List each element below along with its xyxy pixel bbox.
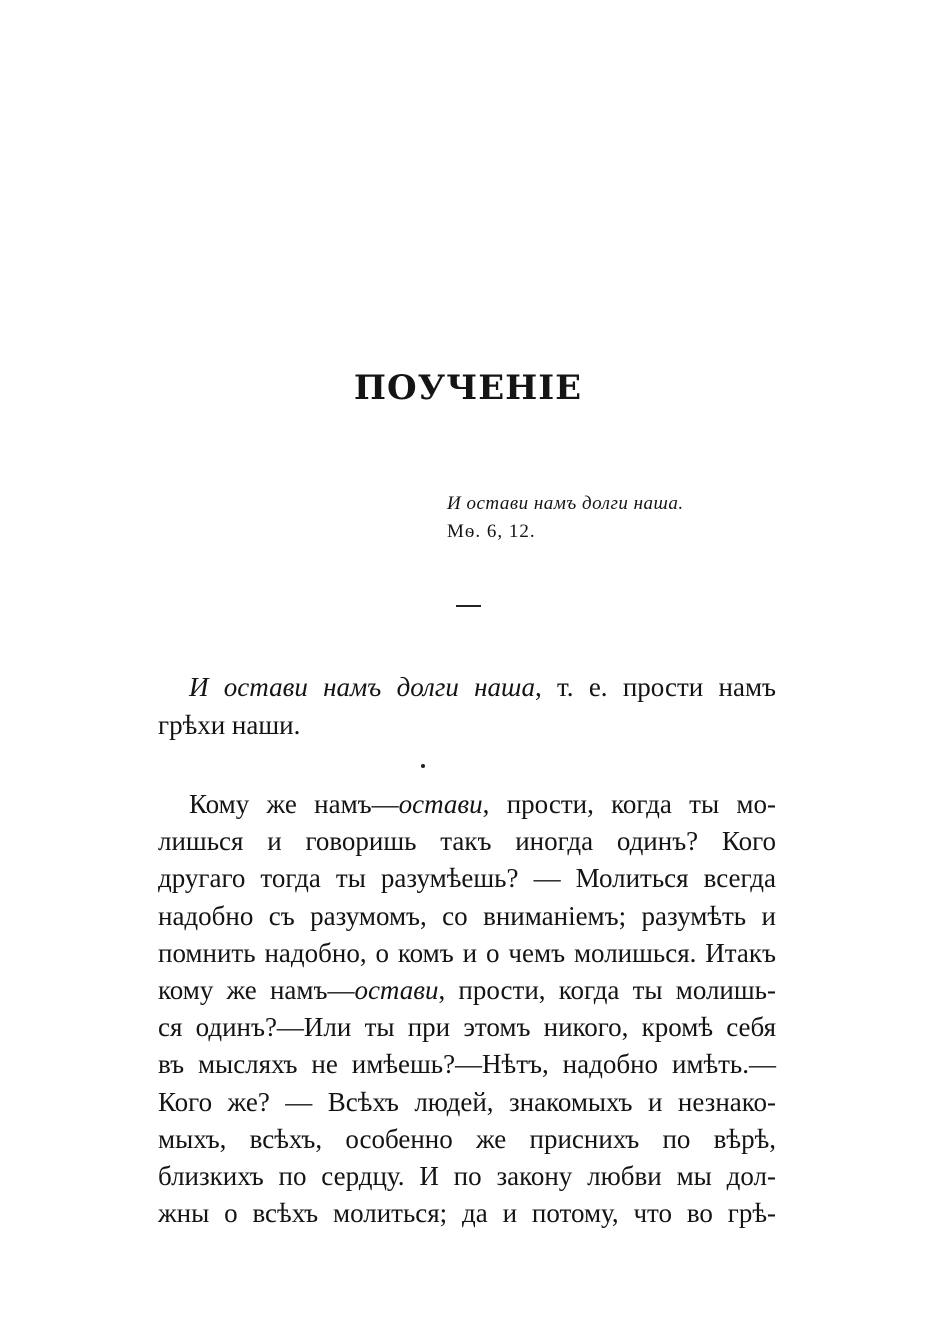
line-text: , прости, когда ты молишь-	[438, 974, 776, 1005]
paragraph-2-line-5: помнить надобно, о комъ и о чемъ молишься. Итакъ	[158, 937, 776, 968]
line-text: Кому же намъ—	[189, 789, 399, 819]
paragraph-2-line-7: ся одинъ?—Или ты при этомъ никого, кромѣ себя	[158, 1012, 776, 1043]
paragraph-2-line-11: близкихъ по сердцу. И по закону любви мы дол-	[158, 1160, 776, 1191]
epigraph-reference: Мѳ. 6, 12.	[447, 521, 536, 542]
paragraph-2-line-2: лишься и говоришь такъ иногда одинъ? Кого	[158, 826, 776, 857]
paragraph-1-line-2: грѣхи наши.	[158, 710, 301, 740]
scripture-quote: И остави намъ долги наша	[189, 672, 535, 702]
scripture-word: остави	[354, 974, 439, 1005]
page-title: ПОУЧЕНІЕ	[353, 368, 583, 408]
paragraph-2-line-4: надобно съ разумомъ, со вниманіемъ; разумѣть и	[158, 900, 776, 931]
line-text: , т. е. прости намъ	[534, 672, 776, 702]
paragraph-2-line-10: мыхъ, всѣхъ, особенно же приснихъ по вѣрѣ,	[158, 1123, 776, 1154]
scripture-word: остави	[398, 789, 483, 819]
stray-mark	[421, 764, 425, 768]
epigraph-quote: И остави намъ долги наша.	[447, 493, 684, 514]
paragraph-1-line-1	[158, 668, 776, 706]
line-text: , прости, когда ты мо-	[482, 789, 776, 819]
paragraph-2-line-3: другаго тогда ты разумѣешь? — Молиться всегда	[158, 863, 776, 894]
paragraph-2-line-8: въ мысляхъ не имѣешь?—Нѣтъ, надобно имѣть.—	[158, 1049, 776, 1080]
paragraph-2-line-1	[158, 786, 776, 823]
paragraph-2-line-9: Кого же? — Всѣхъ людей, знакомыхъ и незнако-	[158, 1086, 776, 1117]
paragraph-1	[158, 668, 776, 744]
paragraph-2-line-12: жны о всѣхъ молиться; да и потому, что во грѣ-	[158, 1198, 776, 1229]
epigraph	[447, 490, 684, 546]
line-text: кому же намъ—	[158, 974, 355, 1005]
paragraph-2-line-6	[158, 972, 776, 1009]
paragraph-2	[158, 786, 776, 1232]
section-divider	[456, 605, 481, 607]
